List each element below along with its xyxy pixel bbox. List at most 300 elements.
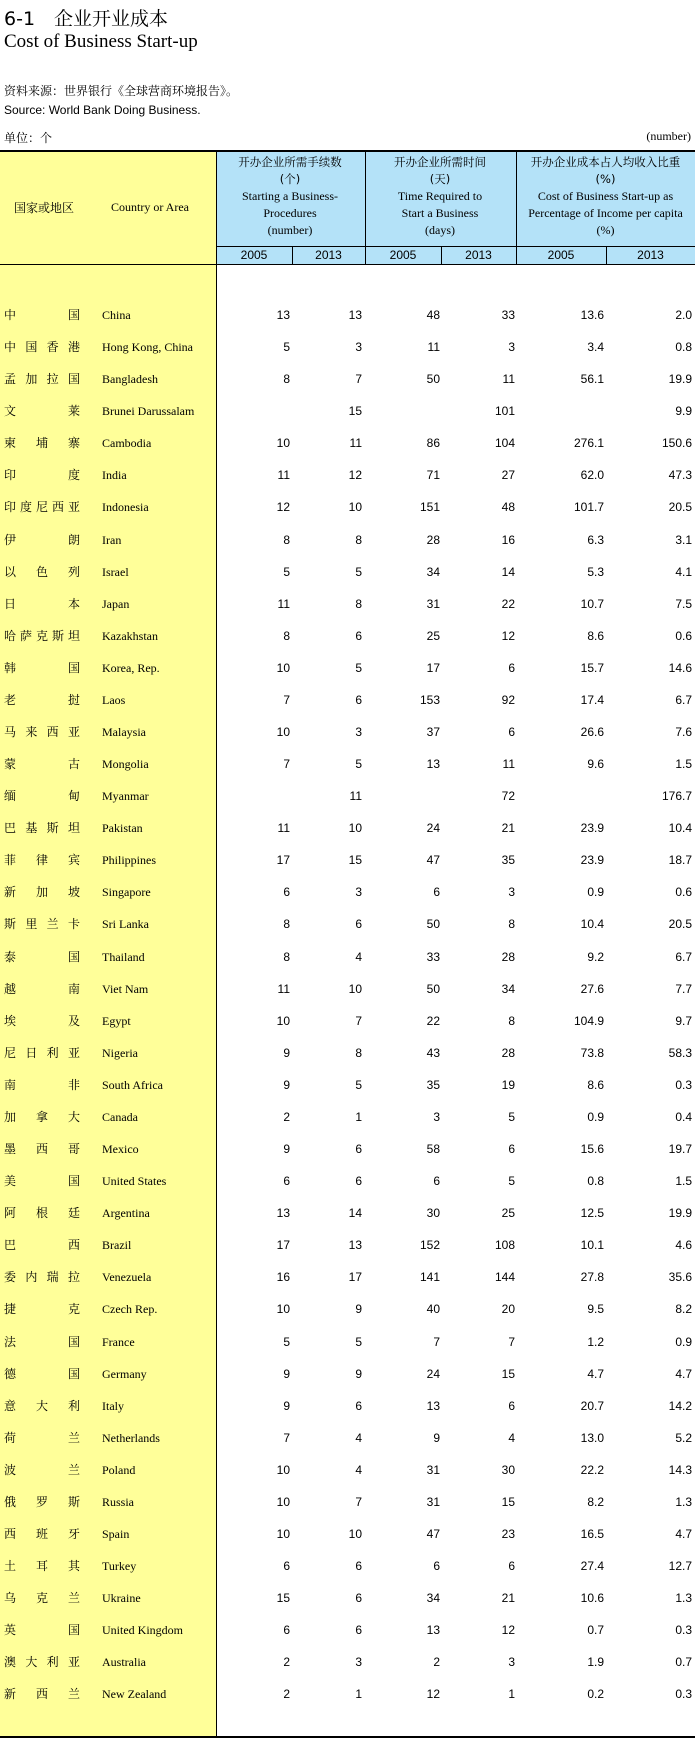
value-cell: 48 <box>426 308 440 322</box>
country-name-en: Australia <box>102 1655 146 1670</box>
value-cell: 6 <box>508 660 515 675</box>
value-cell: 27.8 <box>580 1270 604 1285</box>
value-cell: 14.3 <box>668 1462 692 1477</box>
value-cell: 16 <box>501 532 515 547</box>
value-cell: 6 <box>508 1559 515 1574</box>
value-cell: 8 <box>283 532 290 547</box>
value-cell: 24 <box>426 1366 440 1381</box>
value-cell: 1.5 <box>675 757 692 772</box>
country-name-cn: 以 色 列 <box>4 564 80 579</box>
value-cell: 28 <box>501 1045 515 1060</box>
country-name-cn: 中 国 <box>4 308 80 322</box>
country-name-cn: 新 西 兰 <box>4 1687 80 1702</box>
country-name-cn: 印 度 <box>4 468 80 483</box>
value-cell: 47.3 <box>668 468 692 483</box>
table-row <box>0 748 695 780</box>
table-row <box>0 1326 695 1358</box>
value-cell: 0.4 <box>675 1109 692 1124</box>
country-name-cn: 日 本 <box>4 596 80 611</box>
value-cell: 47 <box>426 853 440 868</box>
value-cell: 6 <box>508 1142 515 1157</box>
value-cell: 151 <box>419 500 440 515</box>
value-cell: 3.4 <box>587 340 604 355</box>
country-name-cn: 捷 克 <box>4 1302 80 1317</box>
value-cell: 25 <box>501 1206 515 1221</box>
country-name-cn: 缅 甸 <box>4 789 80 804</box>
table-row <box>0 652 695 684</box>
value-cell: 72 <box>501 789 515 804</box>
value-cell: 1.9 <box>587 1655 604 1670</box>
value-cell: 5 <box>283 1334 290 1349</box>
header-country-en: Country or Area <box>111 199 189 214</box>
value-cell: 6 <box>283 1623 290 1638</box>
value-cell: 5 <box>355 660 362 675</box>
header-procedures-en2: Procedures <box>263 206 317 220</box>
country-name-cn: 墨 西 哥 <box>4 1142 80 1157</box>
value-cell: 10 <box>276 436 290 451</box>
value-cell: 104 <box>494 436 515 451</box>
value-cell: 7 <box>283 1430 290 1445</box>
table-row <box>0 1646 695 1678</box>
value-cell: 4 <box>508 1430 515 1445</box>
value-cell: 23 <box>501 1526 515 1541</box>
value-cell: 13 <box>348 308 362 322</box>
value-cell: 50 <box>426 981 440 996</box>
column-divider <box>441 246 442 264</box>
value-cell: 7 <box>283 692 290 707</box>
value-cell: 9.6 <box>587 757 604 772</box>
country-name-en: Nigeria <box>102 1045 138 1060</box>
value-cell: 50 <box>426 372 440 387</box>
value-cell: 8 <box>283 628 290 643</box>
value-cell: 7 <box>283 757 290 772</box>
value-cell: 71 <box>426 468 440 483</box>
value-cell: 33 <box>426 949 440 964</box>
country-name-cn: 巴基斯坦 <box>4 821 80 836</box>
country-name-en: Canada <box>102 1109 138 1124</box>
header-time-en3: (days) <box>425 223 455 237</box>
country-name-cn: 马来西亚 <box>4 725 80 740</box>
source-note-cn: 资料来源：世界银行《全球营商环境报告》。 <box>4 84 239 98</box>
value-cell: 31 <box>426 596 440 611</box>
value-cell: 150.6 <box>661 436 692 451</box>
value-cell: 13 <box>276 1206 290 1221</box>
table-row <box>0 876 695 908</box>
value-cell: 17 <box>276 853 290 868</box>
value-cell: 1 <box>355 1109 362 1124</box>
country-name-cn: 巴 西 <box>4 1238 80 1253</box>
table-row <box>0 684 695 716</box>
country-name-en: Brunei Darussalam <box>102 404 195 419</box>
value-cell: 15 <box>348 404 362 419</box>
value-cell: 8.2 <box>587 1494 604 1509</box>
header-cost-unit: (%) <box>595 172 616 186</box>
value-cell: 16.5 <box>580 1526 604 1541</box>
value-cell: 17 <box>426 660 440 675</box>
value-cell: 176.7 <box>661 789 692 804</box>
value-cell: 15 <box>501 1494 515 1509</box>
country-name-en: China <box>102 308 131 322</box>
value-cell: 10.4 <box>580 917 604 932</box>
country-name-en: France <box>102 1334 135 1349</box>
country-name-cn: 埃 及 <box>4 1013 80 1028</box>
value-cell: 14 <box>501 564 515 579</box>
value-cell: 8 <box>355 532 362 547</box>
value-cell: 10 <box>276 1462 290 1477</box>
value-cell: 5 <box>283 564 290 579</box>
country-name-cn: 中国香港 <box>4 340 80 355</box>
table-row <box>0 780 695 812</box>
value-cell: 20.7 <box>580 1398 604 1413</box>
value-cell: 0.3 <box>675 1687 692 1702</box>
value-cell: 153 <box>419 692 440 707</box>
country-name-en: Iran <box>102 532 122 547</box>
value-cell: 8.6 <box>587 628 604 643</box>
country-name-en: United Kingdom <box>102 1623 183 1638</box>
country-name-en: Venezuela <box>102 1270 152 1285</box>
value-cell: 10 <box>276 1013 290 1028</box>
value-cell: 17 <box>348 1270 362 1285</box>
data-table <box>0 150 695 1738</box>
value-cell: 13.6 <box>580 308 604 322</box>
value-cell: 6 <box>355 692 362 707</box>
value-cell: 2 <box>433 1655 440 1670</box>
country-name-cn: 俄 罗 斯 <box>4 1494 80 1509</box>
country-name-en: Malaysia <box>102 725 146 740</box>
year-header: 2013 <box>637 248 664 262</box>
value-cell: 33 <box>501 308 515 322</box>
value-cell: 20 <box>501 1302 515 1317</box>
value-cell: 28 <box>501 949 515 964</box>
country-name-en: Mongolia <box>102 757 149 772</box>
value-cell: 23.9 <box>580 853 604 868</box>
value-cell: 14 <box>348 1206 362 1221</box>
value-cell: 86 <box>426 436 440 451</box>
country-name-en: Thailand <box>102 949 145 964</box>
country-name-en: Sri Lanka <box>102 917 149 932</box>
value-cell: 3 <box>508 1655 515 1670</box>
value-cell: 11 <box>277 821 290 836</box>
table-row <box>0 1518 695 1550</box>
table-row <box>0 716 695 748</box>
value-cell: 6 <box>283 1559 290 1574</box>
value-cell: 10 <box>348 981 362 996</box>
value-cell: 3 <box>355 725 362 740</box>
value-cell: 141 <box>419 1270 440 1285</box>
country-name-cn: 乌 克 兰 <box>4 1591 80 1606</box>
value-cell: 7 <box>355 372 362 387</box>
value-cell: 5.2 <box>675 1430 692 1445</box>
header-time <box>365 154 515 239</box>
value-cell: 0.7 <box>675 1655 692 1670</box>
country-name-en: Korea, Rep. <box>102 660 160 675</box>
table-row <box>0 1005 695 1037</box>
value-cell: 11 <box>277 981 290 996</box>
country-name-en: Singapore <box>102 885 151 900</box>
country-name-en: Spain <box>102 1526 130 1541</box>
value-cell: 10.1 <box>580 1238 604 1253</box>
value-cell: 9.2 <box>587 949 604 964</box>
country-name-cn: 新 加 坡 <box>4 885 80 900</box>
value-cell: 3 <box>355 885 362 900</box>
value-cell: 6 <box>433 885 440 900</box>
value-cell: 13.0 <box>580 1430 604 1445</box>
country-name-en: Poland <box>102 1462 136 1477</box>
country-name-en: Myanmar <box>102 789 149 804</box>
table-row <box>0 1614 695 1646</box>
country-name-en: Philippines <box>102 853 157 868</box>
value-cell: 5 <box>355 1077 362 1092</box>
value-cell: 92 <box>501 692 515 707</box>
year-header: 2013 <box>315 248 342 262</box>
value-cell: 11 <box>277 468 290 483</box>
value-cell: 12.5 <box>580 1206 604 1221</box>
table-row <box>0 1037 695 1069</box>
value-cell: 8 <box>283 372 290 387</box>
value-cell: 9 <box>283 1077 290 1092</box>
country-name-cn: 伊 朗 <box>4 532 80 547</box>
value-cell: 7 <box>433 1334 440 1349</box>
value-cell: 11 <box>277 596 290 611</box>
page-title-cn: 6-1 企业开业成本 <box>4 8 169 30</box>
value-cell: 10 <box>276 1494 290 1509</box>
value-cell: 0.9 <box>587 885 604 900</box>
value-cell: 10 <box>276 1302 290 1317</box>
value-cell: 11 <box>349 436 362 451</box>
value-cell: 22.2 <box>580 1462 604 1477</box>
table-row <box>0 1422 695 1454</box>
country-name-cn: 尼日利亚 <box>4 1045 80 1060</box>
value-cell: 73.8 <box>580 1045 604 1060</box>
value-cell: 30 <box>426 1206 440 1221</box>
value-cell: 3 <box>433 1109 440 1124</box>
value-cell: 6.7 <box>675 692 692 707</box>
value-cell: 31 <box>426 1494 440 1509</box>
table-row <box>0 941 695 973</box>
value-cell: 2 <box>283 1687 290 1702</box>
value-cell: 11 <box>427 340 440 355</box>
value-cell: 47 <box>426 1526 440 1541</box>
table-row <box>0 908 695 940</box>
header-procedures-cn: 开办企业所需手续数 <box>238 155 342 169</box>
country-name-cn: 柬 埔 寨 <box>4 436 80 451</box>
value-cell: 10.4 <box>668 821 692 836</box>
header-procedures-unit: (个) <box>279 172 301 186</box>
value-cell: 10.6 <box>580 1591 604 1606</box>
country-name-cn: 意 大 利 <box>4 1398 80 1413</box>
value-cell: 30 <box>501 1462 515 1477</box>
table-row <box>0 620 695 652</box>
value-cell: 6 <box>433 1174 440 1189</box>
column-divider <box>606 246 607 264</box>
table-row <box>0 812 695 844</box>
country-name-cn: 澳大利亚 <box>4 1655 80 1670</box>
value-cell: 34 <box>426 564 440 579</box>
country-name-en: Ukraine <box>102 1591 141 1606</box>
value-cell: 6 <box>508 1398 515 1413</box>
value-cell: 10 <box>348 500 362 515</box>
value-cell: 8 <box>355 596 362 611</box>
value-cell: 12 <box>501 628 515 643</box>
country-name-cn: 土 耳 其 <box>4 1559 80 1574</box>
header-cost-en1: Cost of Business Start-up as <box>537 189 674 203</box>
country-name-en: Hong Kong, China <box>102 340 193 355</box>
table-row <box>0 1454 695 1486</box>
table-row <box>0 395 695 427</box>
country-name-cn: 加 拿 大 <box>4 1109 80 1124</box>
value-cell: 58.3 <box>668 1045 692 1060</box>
country-name-cn: 哈萨克斯坦 <box>4 628 80 643</box>
value-cell: 6 <box>433 1559 440 1574</box>
year-header: 2005 <box>240 248 268 262</box>
value-cell: 3 <box>508 340 515 355</box>
value-cell: 34 <box>501 981 515 996</box>
table-row <box>0 1358 695 1390</box>
value-cell: 19.9 <box>668 372 692 387</box>
column-divider <box>516 150 517 264</box>
value-cell: 27 <box>501 468 515 483</box>
value-cell: 5.3 <box>587 564 604 579</box>
country-name-cn: 菲 律 宾 <box>4 853 80 868</box>
value-cell: 5 <box>283 340 290 355</box>
country-name-en: South Africa <box>102 1077 163 1092</box>
table-row <box>0 1229 695 1261</box>
value-cell: 4.7 <box>587 1366 604 1381</box>
value-cell: 58 <box>426 1142 440 1157</box>
country-name-en: Israel <box>102 564 129 579</box>
table-row <box>0 1197 695 1229</box>
value-cell: 9.9 <box>675 404 692 419</box>
table-row <box>0 1582 695 1614</box>
value-cell: 20.5 <box>668 917 692 932</box>
header-procedures <box>216 154 364 239</box>
value-cell: 6.3 <box>587 532 604 547</box>
value-cell: 5 <box>355 1334 362 1349</box>
value-cell: 0.3 <box>675 1077 692 1092</box>
table-row <box>0 1133 695 1165</box>
value-cell: 20.5 <box>668 500 692 515</box>
value-cell: 9 <box>355 1366 362 1381</box>
value-cell: 6 <box>355 917 362 932</box>
country-name-cn: 印度尼西亚 <box>4 500 80 515</box>
table-row <box>0 1550 695 1582</box>
value-cell: 9 <box>433 1430 440 1445</box>
country-name-en: New Zealand <box>102 1687 167 1702</box>
value-cell: 6 <box>355 1623 362 1638</box>
value-cell: 1.5 <box>675 1174 692 1189</box>
value-cell: 15.6 <box>580 1142 604 1157</box>
value-cell: 152 <box>419 1238 440 1253</box>
country-name-en: Czech Rep. <box>102 1302 158 1317</box>
value-cell: 25 <box>426 628 440 643</box>
value-cell: 23.9 <box>580 821 604 836</box>
header-time-cn: 开办企业所需时间 <box>394 155 486 169</box>
value-cell: 13 <box>426 1398 440 1413</box>
value-cell: 1 <box>508 1687 515 1702</box>
value-cell: 6 <box>355 1559 362 1574</box>
value-cell: 12 <box>276 500 290 515</box>
table-top-rule <box>0 150 695 152</box>
value-cell: 50 <box>426 917 440 932</box>
value-cell: 17.4 <box>580 692 604 707</box>
value-cell: 276.1 <box>573 436 604 451</box>
value-cell: 8 <box>355 1045 362 1060</box>
value-cell: 3 <box>355 340 362 355</box>
value-cell: 12 <box>501 1623 515 1638</box>
header-procedures-en1: Starting a Business- <box>242 189 338 203</box>
country-name-en: Netherlands <box>102 1430 160 1445</box>
value-cell: 48 <box>501 500 515 515</box>
value-cell: 9 <box>355 1302 362 1317</box>
table-row <box>0 1069 695 1101</box>
value-cell: 56.1 <box>580 372 604 387</box>
country-name-en: Kazakhstan <box>102 628 158 643</box>
page-title-en: Cost of Business Start-up <box>4 31 198 52</box>
country-name-cn: 法 国 <box>4 1334 80 1349</box>
value-cell: 14.2 <box>668 1398 692 1413</box>
country-name-cn: 老 挝 <box>4 692 80 707</box>
value-cell: 13 <box>426 757 440 772</box>
value-cell: 6 <box>355 1398 362 1413</box>
value-cell: 21 <box>501 1591 515 1606</box>
header-cost-cn: 开办企业成本占人均收入比重 <box>530 155 681 169</box>
value-cell: 7.6 <box>675 725 692 740</box>
value-cell: 10 <box>276 1526 290 1541</box>
value-cell: 0.7 <box>587 1623 604 1638</box>
value-cell: 9.7 <box>675 1013 692 1028</box>
year-header: 2005 <box>389 248 417 262</box>
value-cell: 7.7 <box>675 981 692 996</box>
table-row <box>0 363 695 395</box>
value-cell: 2 <box>283 1655 290 1670</box>
value-cell: 101.7 <box>573 500 604 515</box>
value-cell: 6 <box>508 725 515 740</box>
value-cell: 6 <box>355 628 362 643</box>
value-cell: 4 <box>355 1462 362 1477</box>
table-row <box>0 459 695 491</box>
table-row <box>0 973 695 1005</box>
country-name-en: Bangladesh <box>102 372 158 387</box>
value-cell: 10 <box>276 660 290 675</box>
country-name-cn: 德 国 <box>4 1366 80 1381</box>
country-name-en: Laos <box>102 692 126 707</box>
value-cell: 2 <box>283 1109 290 1124</box>
table-row <box>0 491 695 523</box>
value-cell: 3 <box>508 885 515 900</box>
value-cell: 24 <box>426 821 440 836</box>
value-cell: 8 <box>283 949 290 964</box>
value-cell: 19 <box>501 1077 515 1092</box>
country-name-en: Indonesia <box>102 500 149 515</box>
country-name-cn: 孟加拉国 <box>4 372 80 387</box>
value-cell: 19.9 <box>668 1206 692 1221</box>
table-row <box>0 331 695 363</box>
table-row <box>0 427 695 459</box>
table-row <box>0 299 695 331</box>
country-name-en: Germany <box>102 1366 147 1381</box>
country-name-cn: 阿 根 廷 <box>4 1206 80 1221</box>
value-cell: 10 <box>276 725 290 740</box>
country-name-cn: 蒙 古 <box>4 757 80 772</box>
country-name-en: United States <box>102 1174 167 1189</box>
value-cell: 12 <box>348 468 362 483</box>
value-cell: 104.9 <box>573 1013 604 1028</box>
country-name-en: Egypt <box>102 1013 131 1028</box>
value-cell: 4 <box>355 1430 362 1445</box>
value-cell: 0.3 <box>675 1623 692 1638</box>
value-cell: 4.1 <box>675 564 692 579</box>
value-cell: 4.7 <box>675 1526 692 1541</box>
